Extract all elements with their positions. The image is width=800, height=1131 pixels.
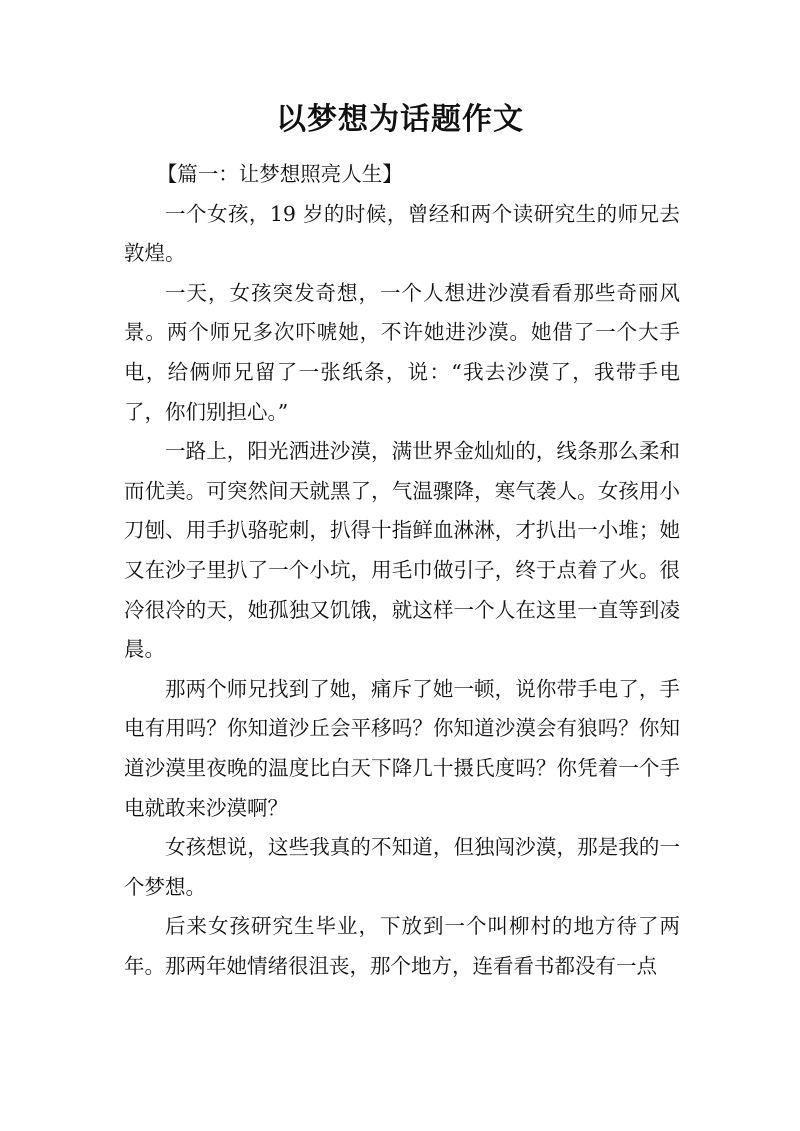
paragraph-2: 一天，女孩突发奇想，一个人想进沙漠看看那些奇丽风景。两个师兄多次吓唬她，不许她进沙漠。她借了一个大手电，给俩师兄留了一张纸条，说：“我去沙漠了，我带手电了，你们别担心。” (124, 280, 680, 424)
document-body (124, 155, 680, 986)
paragraph-5: 女孩想说，这些我真的不知道，但独闯沙漠，那是我的一个梦想。 (124, 835, 680, 899)
paragraph-6: 后来女孩研究生毕业，下放到一个叫柳村的地方待了两年。那两年她情绪很沮丧，那个地方，连看看书都没有一点 (124, 914, 680, 978)
document-title: 以梦想为话题作文 (276, 102, 524, 137)
section-heading: 【篇一：让梦想照亮人生】 (156, 162, 403, 186)
paragraph-4: 那两个师兄找到了她，痛斥了她一顿，说你带手电了，手电有用吗？你知道沙丘会平移吗？你知道沙漠会有狼吗？你知道沙漠里夜晚的温度比白天下降几十摄氏度吗？你凭着一个手电就敢来沙漠啊？ (124, 676, 680, 820)
paragraph-3: 一路上，阳光洒进沙漠，满世界金灿灿的，线条那么柔和而优美。可突然间天就黑了，气温骤降，寒气袭人。女孩用小刀刨、用手扒骆驼刺，扒得十指鲜血淋淋，才扒出一小堆；她又在沙子里扒了一个小坑，用毛巾做引子，终于点着了火。很冷很冷的天，她孤独又饥饿，就这样一个人在这里一直等到凌晨。 (124, 439, 680, 662)
paragraph-1: 一个女孩，19 岁的时候，曾经和两个读研究生的师兄去敦煌。 (124, 201, 680, 266)
